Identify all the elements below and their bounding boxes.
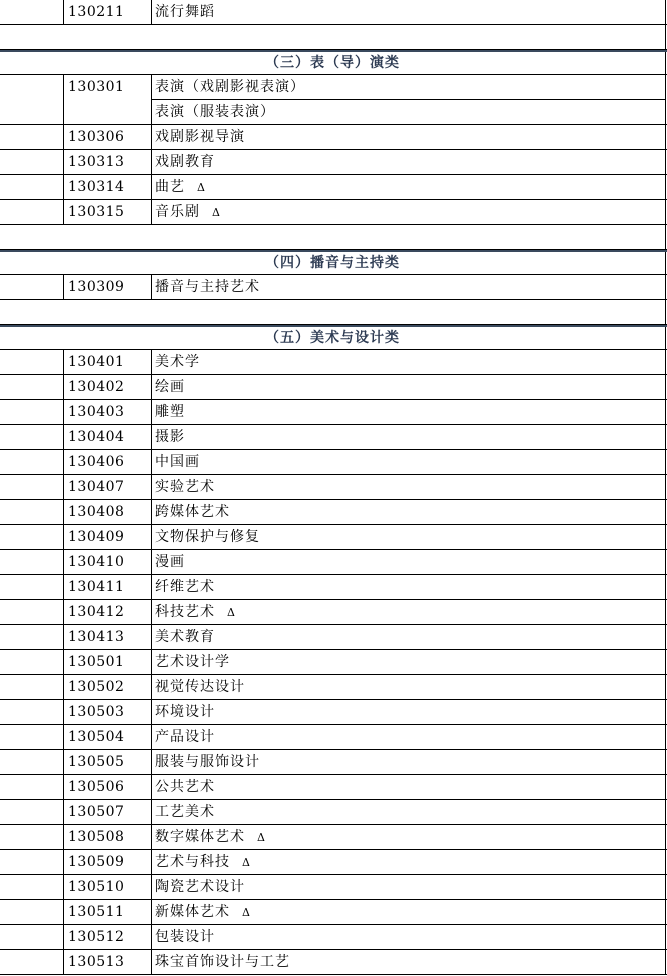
- empty-cell: [0, 650, 63, 674]
- major-name-cell: [151, 400, 666, 424]
- major-code: 130512: [63, 925, 151, 949]
- major-name: 陶瓷艺术设计: [155, 879, 245, 895]
- major-code: 130402: [63, 375, 151, 399]
- triangle-mark-icon: Δ: [242, 906, 251, 919]
- major-name: 文物保护与修复: [155, 529, 260, 545]
- major-code: 130513: [63, 950, 151, 974]
- blank-row: [0, 300, 667, 325]
- table-row: [0, 850, 667, 875]
- major-name: 美术教育: [155, 629, 215, 645]
- empty-cell: [0, 525, 63, 549]
- major-name-cell: [151, 825, 666, 849]
- empty-cell: [0, 825, 63, 849]
- table-row: [0, 475, 667, 500]
- blank-cell: [0, 25, 666, 49]
- major-code: 130510: [63, 875, 151, 899]
- empty-cell: [0, 425, 63, 449]
- major-name: 跨媒体艺术: [155, 504, 230, 520]
- major-name-cell: [151, 775, 666, 799]
- table-row: [0, 925, 667, 950]
- empty-cell: [0, 200, 63, 224]
- major-code: 130403: [63, 400, 151, 424]
- major-name-cell: [151, 150, 666, 174]
- major-name-cell: [151, 725, 666, 749]
- empty-cell: [0, 925, 63, 949]
- major-name-cell: [151, 875, 666, 899]
- major-code: 130509: [63, 850, 151, 874]
- major-name-cell: [151, 375, 666, 399]
- major-name-cell: [151, 925, 666, 949]
- table-row: [0, 650, 667, 675]
- empty-cell: [0, 875, 63, 899]
- major-code: 130506: [63, 775, 151, 799]
- major-code: 130401: [63, 350, 151, 374]
- table-row: [0, 375, 667, 400]
- major-name-cell: [151, 800, 666, 824]
- table-row: [0, 500, 667, 525]
- major-code: 130507: [63, 800, 151, 824]
- major-code: 130301: [63, 75, 151, 124]
- major-name: 中国画: [155, 454, 200, 470]
- major-name: 科技艺术: [155, 604, 215, 620]
- major-name: 公共艺术: [155, 779, 215, 795]
- table-row: [0, 750, 667, 775]
- empty-cell: [0, 500, 63, 524]
- major-name: 曲艺: [155, 179, 185, 195]
- major-code: 130407: [63, 475, 151, 499]
- major-name-cell: [151, 425, 666, 449]
- empty-cell: [0, 800, 63, 824]
- empty-cell: [0, 750, 63, 774]
- blank-cell: [0, 300, 666, 324]
- major-code: 130313: [63, 150, 151, 174]
- major-name: 戏剧教育: [155, 154, 215, 170]
- major-name: 艺术设计学: [155, 654, 230, 670]
- major-code: 130502: [63, 675, 151, 699]
- major-name-cell: [151, 600, 666, 624]
- major-name: 环境设计: [155, 704, 215, 720]
- major-name: 摄影: [155, 429, 185, 445]
- major-name: 工艺美术: [155, 804, 215, 820]
- major-name: 数字媒体艺术: [155, 829, 245, 845]
- major-code: 130314: [63, 175, 151, 199]
- major-name: 服装与服饰设计: [155, 754, 260, 770]
- major-code: 130408: [63, 500, 151, 524]
- major-name: 产品设计: [155, 729, 215, 745]
- major-code: 130309: [63, 275, 151, 299]
- section-title: （四）播音与主持类: [0, 252, 666, 274]
- empty-cell: [0, 625, 63, 649]
- triangle-mark-icon: Δ: [212, 206, 221, 219]
- table-row: [0, 450, 667, 475]
- triangle-mark-icon: Δ: [227, 606, 236, 619]
- section-header: [0, 325, 667, 350]
- major-code: 130508: [63, 825, 151, 849]
- major-name-cell: [151, 750, 666, 774]
- major-name-cell: [151, 550, 666, 574]
- major-code: 130315: [63, 200, 151, 224]
- table-row: [0, 825, 667, 850]
- empty-cell: [0, 900, 63, 924]
- blank-row: [0, 225, 667, 250]
- major-name-cell: [151, 675, 666, 699]
- empty-cell: [0, 75, 63, 124]
- major-code: 130413: [63, 625, 151, 649]
- major-name: 视觉传达设计: [155, 679, 245, 695]
- section-header: [0, 250, 667, 275]
- empty-cell: [0, 0, 63, 24]
- empty-cell: [0, 700, 63, 724]
- empty-cell: [0, 675, 63, 699]
- table-row: [0, 875, 667, 900]
- table-row: [0, 600, 667, 625]
- empty-cell: [0, 475, 63, 499]
- major-name-cell: [151, 950, 666, 974]
- empty-cell: [0, 350, 63, 374]
- triangle-mark-icon: Δ: [197, 181, 206, 194]
- section-header: [0, 50, 667, 75]
- empty-cell: [0, 575, 63, 599]
- major-code: 130404: [63, 425, 151, 449]
- major-code: 130409: [63, 525, 151, 549]
- table-row: [0, 900, 667, 925]
- major-name: 戏剧影视导演: [155, 129, 245, 145]
- table-row: [0, 200, 667, 225]
- table-row: [0, 775, 667, 800]
- major-name: 纤维艺术: [155, 579, 215, 595]
- empty-cell: [0, 125, 63, 149]
- triangle-mark-icon: Δ: [257, 831, 266, 844]
- table-row: [0, 525, 667, 550]
- major-name: 表演（戏剧影视表演）: [151, 75, 666, 100]
- major-name: 雕塑: [155, 404, 185, 420]
- major-name: 实验艺术: [155, 479, 215, 495]
- major-name-cell: [151, 900, 666, 924]
- major-name-cell: [151, 200, 666, 224]
- major-name: 流行舞蹈: [155, 4, 215, 20]
- major-name-cell: [151, 275, 666, 299]
- major-code: 130412: [63, 600, 151, 624]
- empty-cell: [0, 450, 63, 474]
- table-row: [0, 675, 667, 700]
- empty-cell: [0, 725, 63, 749]
- empty-cell: [0, 550, 63, 574]
- major-name-cell: [151, 450, 666, 474]
- table-row: [0, 150, 667, 175]
- major-code: 130511: [63, 900, 151, 924]
- major-name: 音乐剧: [155, 204, 200, 220]
- blank-row: [0, 25, 667, 50]
- major-name-cell: [151, 175, 666, 199]
- major-code: 130211: [63, 0, 151, 24]
- table-row: [0, 625, 667, 650]
- major-name-cell: [151, 350, 666, 374]
- empty-cell: [0, 775, 63, 799]
- table-row: [0, 800, 667, 825]
- empty-cell: [0, 600, 63, 624]
- empty-cell: [0, 175, 63, 199]
- major-code: 130406: [63, 450, 151, 474]
- major-code: 130306: [63, 125, 151, 149]
- major-name: 新媒体艺术: [155, 904, 230, 920]
- section-title: （五）美术与设计类: [0, 327, 666, 349]
- empty-cell: [0, 275, 63, 299]
- major-name-cell: [151, 700, 666, 724]
- major-code: 130410: [63, 550, 151, 574]
- table-row: [0, 725, 667, 750]
- major-name-cell: [151, 650, 666, 674]
- major-name-cell: [151, 500, 666, 524]
- major-name-cell: [151, 525, 666, 549]
- table-row: [0, 350, 667, 375]
- major-name-cell: [151, 475, 666, 499]
- table-row: [0, 0, 667, 25]
- triangle-mark-icon: Δ: [242, 856, 251, 869]
- major-name-cell: [151, 575, 666, 599]
- empty-cell: [0, 950, 63, 974]
- section-title: （三）表（导）演类: [0, 52, 666, 74]
- major-name-cell: [151, 625, 666, 649]
- major-name: 美术学: [155, 354, 200, 370]
- empty-cell: [0, 150, 63, 174]
- table-row: [0, 550, 667, 575]
- major-code: 130504: [63, 725, 151, 749]
- major-code: 130501: [63, 650, 151, 674]
- table-row: [0, 175, 667, 200]
- table-row: [0, 400, 667, 425]
- empty-cell: [0, 375, 63, 399]
- major-name: 珠宝首饰设计与工艺: [155, 954, 290, 970]
- major-name-cell: [151, 850, 666, 874]
- empty-cell: [0, 850, 63, 874]
- major-name-cell: [151, 0, 666, 24]
- major-code: 130505: [63, 750, 151, 774]
- major-code: 130503: [63, 700, 151, 724]
- blank-cell: [0, 225, 666, 249]
- major-name: 艺术与科技: [155, 854, 230, 870]
- table-row: [0, 575, 667, 600]
- table-row: [0, 700, 667, 725]
- table-row: [0, 950, 667, 975]
- table-row: [0, 125, 667, 150]
- major-name: 漫画: [155, 554, 185, 570]
- major-name: 绘画: [155, 379, 185, 395]
- major-name: 包装设计: [155, 929, 215, 945]
- table-row: [0, 425, 667, 450]
- table-row: [0, 275, 667, 300]
- major-code: 130411: [63, 575, 151, 599]
- major-name: 表演（服装表演）: [151, 100, 666, 124]
- major-name: 播音与主持艺术: [155, 279, 260, 295]
- empty-cell: [0, 400, 63, 424]
- major-name-cell: [151, 125, 666, 149]
- table-row-merged: [0, 75, 667, 125]
